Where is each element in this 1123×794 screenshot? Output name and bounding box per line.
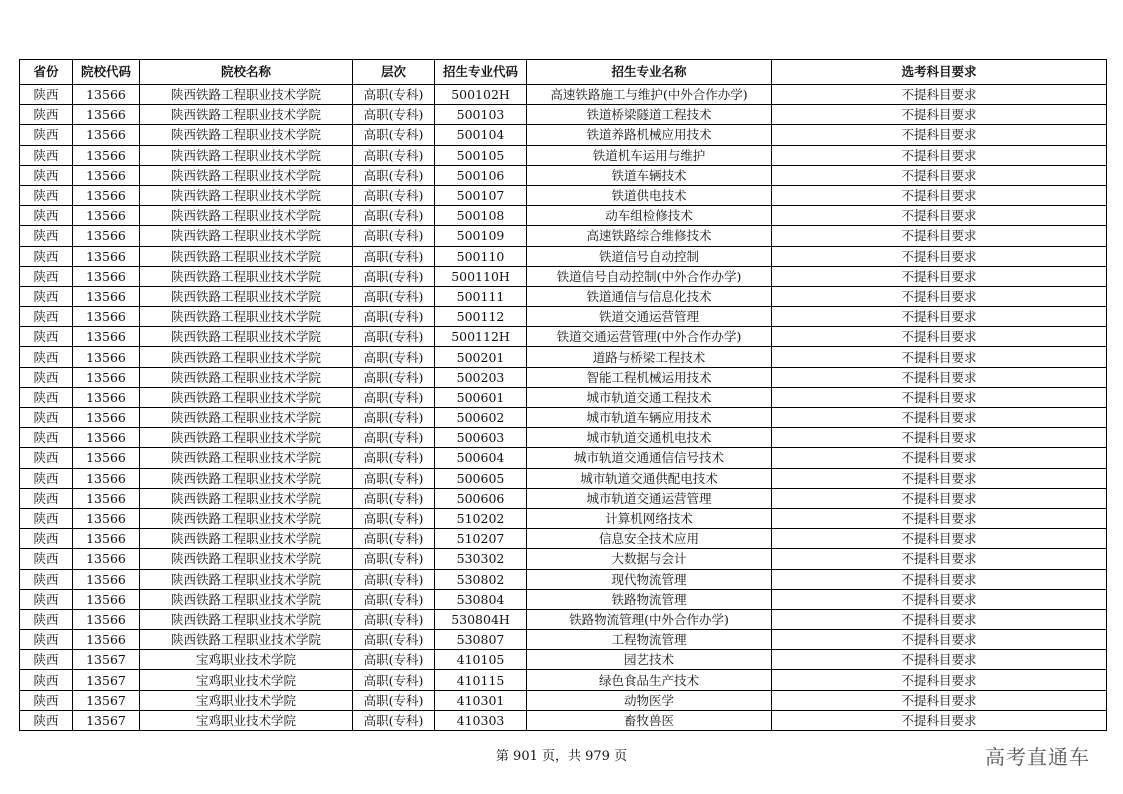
subject-requirement-cell: 不提科目要求 xyxy=(772,468,1107,488)
province-cell: 陕西 xyxy=(20,165,73,185)
major-name-cell: 铁道交通运营管理 xyxy=(527,307,772,327)
province-cell: 陕西 xyxy=(20,468,73,488)
major-name-cell: 铁道通信与信息化技术 xyxy=(527,286,772,306)
subject-requirement-cell: 不提科目要求 xyxy=(772,85,1107,105)
major-name-cell: 铁道信号自动控制(中外合作办学) xyxy=(527,266,772,286)
major-name-cell: 城市轨道交通机电技术 xyxy=(527,428,772,448)
table-row xyxy=(20,125,1107,145)
major-name-cell: 大数据与会计 xyxy=(527,549,772,569)
column-header: 招生专业名称 xyxy=(527,60,772,85)
major-name-cell: 铁道交通运营管理(中外合作办学) xyxy=(527,327,772,347)
subject-requirement-cell: 不提科目要求 xyxy=(772,650,1107,670)
level-cell: 高职(专科) xyxy=(353,125,435,145)
subject-requirement-cell: 不提科目要求 xyxy=(772,367,1107,387)
subject-requirement-cell: 不提科目要求 xyxy=(772,589,1107,609)
school-code-cell: 13566 xyxy=(73,85,140,105)
school-name-cell: 宝鸡职业技术学院 xyxy=(140,650,353,670)
column-header: 层次 xyxy=(353,60,435,85)
level-cell: 高职(专科) xyxy=(353,105,435,125)
school-name-cell: 陕西铁路工程职业技术学院 xyxy=(140,529,353,549)
province-cell: 陕西 xyxy=(20,206,73,226)
level-cell: 高职(专科) xyxy=(353,670,435,690)
level-cell: 高职(专科) xyxy=(353,286,435,306)
major-name-cell: 城市轨道交通通信信号技术 xyxy=(527,448,772,468)
major-name-cell: 绿色食品生产技术 xyxy=(527,670,772,690)
school-code-cell: 13566 xyxy=(73,286,140,306)
column-header: 院校名称 xyxy=(140,60,353,85)
level-cell: 高职(专科) xyxy=(353,387,435,407)
major-code-cell: 500605 xyxy=(435,468,527,488)
province-cell: 陕西 xyxy=(20,347,73,367)
subject-requirement-cell: 不提科目要求 xyxy=(772,387,1107,407)
table-row xyxy=(20,387,1107,407)
major-code-cell: 500104 xyxy=(435,125,527,145)
major-code-cell: 510207 xyxy=(435,529,527,549)
major-code-cell: 500102H xyxy=(435,85,527,105)
level-cell: 高职(专科) xyxy=(353,327,435,347)
province-cell: 陕西 xyxy=(20,488,73,508)
school-code-cell: 13566 xyxy=(73,165,140,185)
province-cell: 陕西 xyxy=(20,670,73,690)
major-name-cell: 计算机网络技术 xyxy=(527,508,772,528)
level-cell: 高职(专科) xyxy=(353,85,435,105)
school-name-cell: 陕西铁路工程职业技术学院 xyxy=(140,549,353,569)
level-cell: 高职(专科) xyxy=(353,185,435,205)
major-name-cell: 铁路物流管理(中外合作办学) xyxy=(527,609,772,629)
major-name-cell: 信息安全技术应用 xyxy=(527,529,772,549)
watermark-logo-text: 高考直通车 xyxy=(985,745,1090,769)
school-name-cell: 陕西铁路工程职业技术学院 xyxy=(140,367,353,387)
subject-requirement-cell: 不提科目要求 xyxy=(772,448,1107,468)
province-cell: 陕西 xyxy=(20,529,73,549)
school-code-cell: 13566 xyxy=(73,488,140,508)
school-name-cell: 宝鸡职业技术学院 xyxy=(140,670,353,690)
level-cell: 高职(专科) xyxy=(353,468,435,488)
school-name-cell: 陕西铁路工程职业技术学院 xyxy=(140,85,353,105)
major-name-cell: 园艺技术 xyxy=(527,650,772,670)
column-header: 选考科目要求 xyxy=(772,60,1107,85)
level-cell: 高职(专科) xyxy=(353,347,435,367)
page-number: 第 901 页，共 979 页 xyxy=(495,749,628,764)
school-code-cell: 13566 xyxy=(73,589,140,609)
major-code-cell: 530804H xyxy=(435,609,527,629)
school-code-cell: 13566 xyxy=(73,226,140,246)
province-cell: 陕西 xyxy=(20,226,73,246)
level-cell: 高职(专科) xyxy=(353,589,435,609)
subject-requirement-cell: 不提科目要求 xyxy=(772,488,1107,508)
major-name-cell: 城市轨道交通运营管理 xyxy=(527,488,772,508)
school-code-cell: 13566 xyxy=(73,105,140,125)
table-row xyxy=(20,347,1107,367)
level-cell: 高职(专科) xyxy=(353,165,435,185)
level-cell: 高职(专科) xyxy=(353,266,435,286)
province-cell: 陕西 xyxy=(20,387,73,407)
table-row xyxy=(20,710,1107,730)
province-cell: 陕西 xyxy=(20,367,73,387)
table-row xyxy=(20,609,1107,629)
school-code-cell: 13566 xyxy=(73,125,140,145)
major-code-cell: 500108 xyxy=(435,206,527,226)
major-code-cell: 500112H xyxy=(435,327,527,347)
school-code-cell: 13566 xyxy=(73,185,140,205)
table-row xyxy=(20,448,1107,468)
school-name-cell: 陕西铁路工程职业技术学院 xyxy=(140,630,353,650)
admission-table xyxy=(19,59,1107,731)
school-code-cell: 13566 xyxy=(73,408,140,428)
table-header-row xyxy=(20,60,1107,85)
major-name-cell: 城市轨道交通工程技术 xyxy=(527,387,772,407)
table-row xyxy=(20,670,1107,690)
school-code-cell: 13566 xyxy=(73,529,140,549)
major-name-cell: 高速铁路施工与维护(中外合作办学) xyxy=(527,85,772,105)
subject-requirement-cell: 不提科目要求 xyxy=(772,266,1107,286)
major-name-cell: 工程物流管理 xyxy=(527,630,772,650)
school-name-cell: 陕西铁路工程职业技术学院 xyxy=(140,428,353,448)
school-name-cell: 陕西铁路工程职业技术学院 xyxy=(140,488,353,508)
table-row xyxy=(20,185,1107,205)
major-name-cell: 道路与桥梁工程技术 xyxy=(527,347,772,367)
table-row xyxy=(20,569,1107,589)
level-cell: 高职(专科) xyxy=(353,529,435,549)
subject-requirement-cell: 不提科目要求 xyxy=(772,710,1107,730)
table-row xyxy=(20,690,1107,710)
table-row xyxy=(20,468,1107,488)
level-cell: 高职(专科) xyxy=(353,549,435,569)
major-name-cell: 高速铁路综合维修技术 xyxy=(527,226,772,246)
school-code-cell: 13567 xyxy=(73,710,140,730)
school-code-cell: 13566 xyxy=(73,206,140,226)
table-row xyxy=(20,85,1107,105)
subject-requirement-cell: 不提科目要求 xyxy=(772,327,1107,347)
level-cell: 高职(专科) xyxy=(353,569,435,589)
school-name-cell: 陕西铁路工程职业技术学院 xyxy=(140,266,353,286)
major-name-cell: 城市轨道车辆应用技术 xyxy=(527,408,772,428)
major-name-cell: 动车组检修技术 xyxy=(527,206,772,226)
province-cell: 陕西 xyxy=(20,508,73,528)
level-cell: 高职(专科) xyxy=(353,367,435,387)
table-row xyxy=(20,246,1107,266)
school-name-cell: 陕西铁路工程职业技术学院 xyxy=(140,347,353,367)
province-cell: 陕西 xyxy=(20,650,73,670)
school-name-cell: 陕西铁路工程职业技术学院 xyxy=(140,508,353,528)
table-row xyxy=(20,428,1107,448)
school-code-cell: 13566 xyxy=(73,347,140,367)
school-name-cell: 陕西铁路工程职业技术学院 xyxy=(140,246,353,266)
province-cell: 陕西 xyxy=(20,266,73,286)
table-row xyxy=(20,165,1107,185)
table-row xyxy=(20,226,1107,246)
subject-requirement-cell: 不提科目要求 xyxy=(772,105,1107,125)
level-cell: 高职(专科) xyxy=(353,710,435,730)
school-name-cell: 陕西铁路工程职业技术学院 xyxy=(140,327,353,347)
province-cell: 陕西 xyxy=(20,589,73,609)
school-code-cell: 13567 xyxy=(73,690,140,710)
school-name-cell: 陕西铁路工程职业技术学院 xyxy=(140,408,353,428)
major-name-cell: 铁道车辆技术 xyxy=(527,165,772,185)
level-cell: 高职(专科) xyxy=(353,508,435,528)
subject-requirement-cell: 不提科目要求 xyxy=(772,347,1107,367)
subject-requirement-cell: 不提科目要求 xyxy=(772,549,1107,569)
school-name-cell: 陕西铁路工程职业技术学院 xyxy=(140,165,353,185)
subject-requirement-cell: 不提科目要求 xyxy=(772,670,1107,690)
school-code-cell: 13566 xyxy=(73,307,140,327)
school-code-cell: 13567 xyxy=(73,650,140,670)
school-name-cell: 陕西铁路工程职业技术学院 xyxy=(140,387,353,407)
school-code-cell: 13566 xyxy=(73,508,140,528)
level-cell: 高职(专科) xyxy=(353,690,435,710)
major-code-cell: 500103 xyxy=(435,105,527,125)
major-name-cell: 铁道机车运用与维护 xyxy=(527,145,772,165)
major-code-cell: 530302 xyxy=(435,549,527,569)
major-code-cell: 410105 xyxy=(435,650,527,670)
major-code-cell: 500109 xyxy=(435,226,527,246)
subject-requirement-cell: 不提科目要求 xyxy=(772,165,1107,185)
table-row xyxy=(20,307,1107,327)
major-code-cell: 500201 xyxy=(435,347,527,367)
major-code-cell: 500606 xyxy=(435,488,527,508)
school-code-cell: 13566 xyxy=(73,468,140,488)
school-code-cell: 13566 xyxy=(73,609,140,629)
major-code-cell: 530804 xyxy=(435,589,527,609)
level-cell: 高职(专科) xyxy=(353,408,435,428)
school-code-cell: 13566 xyxy=(73,367,140,387)
table-row xyxy=(20,286,1107,306)
major-name-cell: 畜牧兽医 xyxy=(527,710,772,730)
province-cell: 陕西 xyxy=(20,549,73,569)
table-row xyxy=(20,630,1107,650)
subject-requirement-cell: 不提科目要求 xyxy=(772,609,1107,629)
level-cell: 高职(专科) xyxy=(353,650,435,670)
subject-requirement-cell: 不提科目要求 xyxy=(772,630,1107,650)
subject-requirement-cell: 不提科目要求 xyxy=(772,569,1107,589)
table-body xyxy=(20,85,1107,731)
school-code-cell: 13566 xyxy=(73,569,140,589)
level-cell: 高职(专科) xyxy=(353,246,435,266)
table-row xyxy=(20,549,1107,569)
major-code-cell: 500105 xyxy=(435,145,527,165)
province-cell: 陕西 xyxy=(20,125,73,145)
school-name-cell: 宝鸡职业技术学院 xyxy=(140,710,353,730)
major-name-cell: 铁路物流管理 xyxy=(527,589,772,609)
school-name-cell: 宝鸡职业技术学院 xyxy=(140,690,353,710)
province-cell: 陕西 xyxy=(20,569,73,589)
subject-requirement-cell: 不提科目要求 xyxy=(772,307,1107,327)
school-code-cell: 13566 xyxy=(73,428,140,448)
school-name-cell: 陕西铁路工程职业技术学院 xyxy=(140,307,353,327)
school-code-cell: 13566 xyxy=(73,549,140,569)
major-code-cell: 500110 xyxy=(435,246,527,266)
school-name-cell: 陕西铁路工程职业技术学院 xyxy=(140,185,353,205)
subject-requirement-cell: 不提科目要求 xyxy=(772,185,1107,205)
school-code-cell: 13566 xyxy=(73,387,140,407)
table-row xyxy=(20,508,1107,528)
school-code-cell: 13566 xyxy=(73,266,140,286)
province-cell: 陕西 xyxy=(20,185,73,205)
subject-requirement-cell: 不提科目要求 xyxy=(772,428,1107,448)
major-code-cell: 500111 xyxy=(435,286,527,306)
school-code-cell: 13566 xyxy=(73,448,140,468)
level-cell: 高职(专科) xyxy=(353,448,435,468)
school-code-cell: 13566 xyxy=(73,327,140,347)
school-code-cell: 13567 xyxy=(73,670,140,690)
level-cell: 高职(专科) xyxy=(353,428,435,448)
province-cell: 陕西 xyxy=(20,690,73,710)
major-code-cell: 500602 xyxy=(435,408,527,428)
school-code-cell: 13566 xyxy=(73,145,140,165)
major-code-cell: 410115 xyxy=(435,670,527,690)
major-code-cell: 500106 xyxy=(435,165,527,185)
major-code-cell: 500110H xyxy=(435,266,527,286)
column-header: 省份 xyxy=(20,60,73,85)
subject-requirement-cell: 不提科目要求 xyxy=(772,125,1107,145)
major-name-cell: 铁道桥梁隧道工程技术 xyxy=(527,105,772,125)
major-code-cell: 500603 xyxy=(435,428,527,448)
table-row xyxy=(20,266,1107,286)
province-cell: 陕西 xyxy=(20,145,73,165)
school-name-cell: 陕西铁路工程职业技术学院 xyxy=(140,448,353,468)
level-cell: 高职(专科) xyxy=(353,145,435,165)
school-name-cell: 陕西铁路工程职业技术学院 xyxy=(140,145,353,165)
column-header: 招生专业代码 xyxy=(435,60,527,85)
subject-requirement-cell: 不提科目要求 xyxy=(772,529,1107,549)
major-code-cell: 500112 xyxy=(435,307,527,327)
school-name-cell: 陕西铁路工程职业技术学院 xyxy=(140,468,353,488)
subject-requirement-cell: 不提科目要求 xyxy=(772,286,1107,306)
level-cell: 高职(专科) xyxy=(353,226,435,246)
subject-requirement-cell: 不提科目要求 xyxy=(772,508,1107,528)
school-name-cell: 陕西铁路工程职业技术学院 xyxy=(140,105,353,125)
table-row xyxy=(20,589,1107,609)
major-code-cell: 500601 xyxy=(435,387,527,407)
table-row xyxy=(20,327,1107,347)
major-code-cell: 500203 xyxy=(435,367,527,387)
level-cell: 高职(专科) xyxy=(353,206,435,226)
school-name-cell: 陕西铁路工程职业技术学院 xyxy=(140,286,353,306)
major-name-cell: 智能工程机械运用技术 xyxy=(527,367,772,387)
level-cell: 高职(专科) xyxy=(353,488,435,508)
subject-requirement-cell: 不提科目要求 xyxy=(772,246,1107,266)
subject-requirement-cell: 不提科目要求 xyxy=(772,408,1107,428)
level-cell: 高职(专科) xyxy=(353,307,435,327)
table-row xyxy=(20,145,1107,165)
major-name-cell: 铁道信号自动控制 xyxy=(527,246,772,266)
province-cell: 陕西 xyxy=(20,710,73,730)
subject-requirement-cell: 不提科目要求 xyxy=(772,690,1107,710)
major-name-cell: 铁道养路机械应用技术 xyxy=(527,125,772,145)
level-cell: 高职(专科) xyxy=(353,630,435,650)
subject-requirement-cell: 不提科目要求 xyxy=(772,226,1107,246)
table-row xyxy=(20,408,1107,428)
major-code-cell: 500604 xyxy=(435,448,527,468)
province-cell: 陕西 xyxy=(20,609,73,629)
school-name-cell: 陕西铁路工程职业技术学院 xyxy=(140,589,353,609)
province-cell: 陕西 xyxy=(20,307,73,327)
subject-requirement-cell: 不提科目要求 xyxy=(772,145,1107,165)
major-name-cell: 现代物流管理 xyxy=(527,569,772,589)
major-name-cell: 城市轨道交通供配电技术 xyxy=(527,468,772,488)
major-name-cell: 铁道供电技术 xyxy=(527,185,772,205)
province-cell: 陕西 xyxy=(20,327,73,347)
major-code-cell: 530807 xyxy=(435,630,527,650)
province-cell: 陕西 xyxy=(20,85,73,105)
major-code-cell: 410301 xyxy=(435,690,527,710)
school-name-cell: 陕西铁路工程职业技术学院 xyxy=(140,609,353,629)
school-code-cell: 13566 xyxy=(73,630,140,650)
province-cell: 陕西 xyxy=(20,630,73,650)
school-name-cell: 陕西铁路工程职业技术学院 xyxy=(140,569,353,589)
table-row xyxy=(20,529,1107,549)
school-name-cell: 陕西铁路工程职业技术学院 xyxy=(140,226,353,246)
province-cell: 陕西 xyxy=(20,448,73,468)
major-code-cell: 410303 xyxy=(435,710,527,730)
province-cell: 陕西 xyxy=(20,246,73,266)
school-name-cell: 陕西铁路工程职业技术学院 xyxy=(140,125,353,145)
major-code-cell: 500107 xyxy=(435,185,527,205)
table-row xyxy=(20,488,1107,508)
school-name-cell: 陕西铁路工程职业技术学院 xyxy=(140,206,353,226)
table-row xyxy=(20,367,1107,387)
table-row xyxy=(20,206,1107,226)
column-header: 院校代码 xyxy=(73,60,140,85)
province-cell: 陕西 xyxy=(20,428,73,448)
table-row xyxy=(20,105,1107,125)
school-code-cell: 13566 xyxy=(73,246,140,266)
major-name-cell: 动物医学 xyxy=(527,690,772,710)
table-row xyxy=(20,650,1107,670)
major-code-cell: 530802 xyxy=(435,569,527,589)
major-code-cell: 510202 xyxy=(435,508,527,528)
subject-requirement-cell: 不提科目要求 xyxy=(772,206,1107,226)
province-cell: 陕西 xyxy=(20,105,73,125)
province-cell: 陕西 xyxy=(20,408,73,428)
province-cell: 陕西 xyxy=(20,286,73,306)
level-cell: 高职(专科) xyxy=(353,609,435,629)
